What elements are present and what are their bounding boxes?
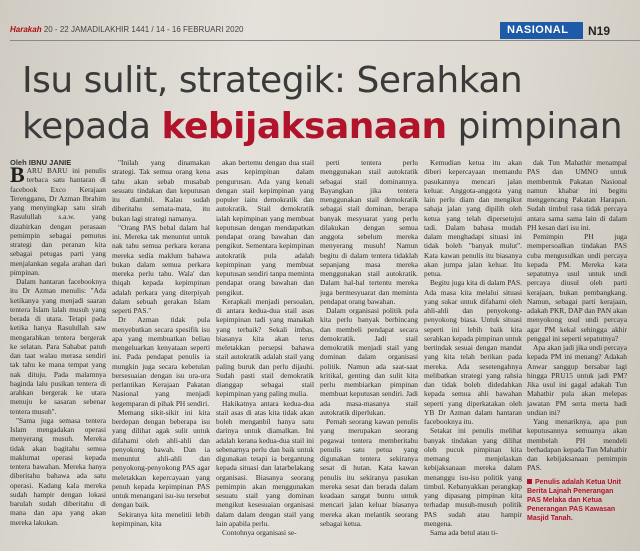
article-column-4 — [320, 158, 418, 538]
paragraph: Setakat ini penulis melihat banyak tindakan yang dilihat oleh pucuk pimpinan kita memang menjelaskan kebijaksanaan mereka dalam menanggu isu-isu politik yang timbul. Kebanyakkan perangkap yang dipasang pimpinan kita terhadap musuh-musuh politik PAS sudah atau hampir mengena. — [424, 426, 522, 528]
issue-date: 20 - 22 JAMADILAKHIR 1441 / 14 - 16 FEBRUARI 2020 — [43, 25, 244, 34]
paragraph: Yang menariknya, apa pun keputusannya semuanya akan membelah PH mendeli berhadapan kepada Tun Mahathir dan kebijaksanaan pemimpin PAS. — [527, 417, 627, 473]
paragraph: Contohnya organisasi se- — [222, 528, 297, 537]
drop-cap: B — [10, 162, 25, 187]
article-column-6 — [527, 158, 627, 473]
header-meta — [10, 25, 243, 34]
paragraph-text: ARU BARU ini penulis terbaca satu hantaran di facebook Exco Kerajaan Terengganu, Dr Azman Ibrahim yang menyingkap satu sirah Rasulullah s.a.w. yang dizahirkan dengan perasaan pemimpin sebagai pemutus strategi dan peranan kita sebagai petugas parti yang menjalankan segala arahan dari pimpinan. — [10, 166, 106, 277]
headline-pre: kepada — [22, 106, 162, 147]
article-column-2 — [112, 158, 210, 538]
paragraph: Sekiranya kita menelitii lebih kepimpinan, kita — [112, 509, 210, 528]
paragraph: Kerapkali menjadi persoalan, di antara kedua-dua stail asas kepimpinan tadi yang manakah yang terbaik? Sekali imbas, biasanya kita akan terus meletakkan persepsi bahawa stail autokratik adalah stail yang paling buruk dan perlu dijauhi. Sudah pasti stail demokratik dianggap sebagai stail kepimpinan yang paling mulia. — [216, 296, 314, 399]
page-number: N19 — [588, 24, 611, 38]
article-column-3 — [216, 158, 314, 538]
headline-post: pimpinan — [446, 106, 623, 147]
paragraph: "Inilah yang dinamakan strategi. Tak semua orang kena tahu akan sebab musabab sesuatu tindakan dan keputusan itu diambil. Kalau sudah diberitahu semata-mata, itu bukan lagi strategi namanya. — [112, 158, 210, 223]
section-label: NASIONAL — [507, 24, 569, 36]
author-note — [527, 478, 627, 523]
paragraph: Kemudian ketua itu akan diberi kepercayaan memandu pasukannya mencari jalan keluar. Anggota-anggota yang lain perlu diam dan mengikut sahaja jalan yang dipilih oleh ketua yang telah dipersetujui tadi. Dalam bahasa mudah dalam menghadapi situasi ini tidak boleh "banyak mulut". Kata kawan penulis itu biasanya akan jumpa jalan keluar. Itu petua. — [424, 158, 522, 278]
paragraph: Dalam organisasi politik pula kita perlu banyak berbincang dan membeli pendapat secara demokratik. Jadi stail demokratik menjadi stail yang dominan dalam organisasi politik. Namun ada saat-saat kritikal, genting dan sulit kita perlu membiarkan pimpinan membuat keputusan sendiri. Jadi ada masa-masanya stail autokratik diperlukan. — [320, 306, 418, 417]
paragraph: Hakikatnya antara kedua-dua stail asas di atas kita tidak akan boleh menganbil hanya satu darinya untuk diamalkan. Ini adalah kerana kedua-dua stail ini sebenarnya perlu dan baik untuk digunakan tetapi ia bergantung kepada situasi dan latarbelakang organisasi. Biasanya seorang pemimpin akan menggunakan sesuatu stail yang dominan mengikut kesesuaian organisasi dalam dalam dengan stail yang lain apabila perlu. — [216, 398, 314, 528]
paragraph: dak Tun Mahathir menampal PAS dan UMNO untuk membentuk Pakatan Nasional namun khabar ini begitu menggencang Pakatan Harapan. Sudah timbul rasa tidak percaya antara sama sama lain di dalam PH kesan dari isu ini. — [527, 158, 627, 232]
paragraph: Begitu juga kita di dalam PAS. Ada masa kita melalui situasi yang sukar untuk difahami oleh ahli-ahli dan penyokong-penyokong biasa. Untuk situasi seperti ini lebih baik kita serahkan kepada pimpinan untuk bertindak sesuai dengan mandat yang kita telah berikan pada mereka. Ada sesetengahnya melibatkan strategi yang rahsia dan tidak boleh didedahkan kepada semua ahli bawahan seperti yang diperkatakan oleh YB Dr Azman dalam hantaran facebooknya itu. — [424, 278, 522, 426]
paragraph: Sama ada betul atau ti- — [430, 528, 498, 537]
article-headline — [22, 58, 632, 150]
paragraph: Dr Azman tidak pula menyebutkan secara spesifik isu apa yang membuatkan beliau mengeluarkan kenyataan seperti ini. Pada pendapat penulis ia mungkin juga secara kebetulan bersesuaian dengan isu ura-ura perlantikan Kerajaan Pakatan Nasional yang menjadi kegemparan di pihak PH sendiri. — [112, 315, 210, 408]
paragraph: Memang sikit-sikit ini kita berdepan dengan beberapa isu yang dilihat agak sulit untuk difahami oleh ahli-ahli dan penyokong bawah. Dan ia menuntut ahli-ahli dan penyokong-penyokong PAS agar meletakkan kepercayaan yang penuh kepada kepimpinan PAS untuk menangani isu-isu tersebut dengan baik. — [112, 407, 210, 510]
paragraph: Apa akan jadi jika undi percaya kepada PM ini menang? Adakah Anwar sanggup bersabar lagi hingga PRU15 untuk jadi PM? Jika usul ini gagal adakah Tun Mahathir pula akan melepas jawatan PM serta merta hadi undian ini? — [527, 343, 627, 417]
paragraph: "Orang PAS bebal dalam hal ini. Mereka tak menuntut untuk nak tahu semua perkara kerana mereka sedia maklum bahawa bukan dalam semua perkara mereka perlu tahu. Wala' dan thiqah kepada kepimpinan adalah perkara yang diterpiyah dalam sebuah gerakan Islam seperti PAS." — [112, 222, 210, 315]
paragraph: perti tentera perlu menggunakan stail autokratik sebagai stail dominannya. Bayangkan jika tentera menggunakan stail demokratik sebagai stail dominan, berapa banyak mesyuarat yang perlu dilakukan dengan semua anggota sebelum mereka menyerang musuh! Namun begitu di dalam tentera tidaklah sepanjang masa mereka menggunakan stail autokratik. Dalam hal-hal tertentu mereka juga bermesyuarat dan meminta pendapat orang bawahan. — [320, 158, 418, 306]
paragraph: Pemimpin PH juga mempersoalkan tindakan PAS cuba mengusulkan undi percaya kepada PM. Mereka kata sepatutnya usul untuk undi percaya diusul oleh parti kerajaan, bukan pembangkang. Namun, sebagai parti kerajaan, adakah PKR, DAP dan PAN akan menyokong usul undi percaya agar PM kekal sehingga akhir penggal ini seperti sepatutnya? — [527, 232, 627, 343]
headline-line-1: Isu sulit, strategik: Serahkan — [22, 60, 523, 101]
headline-highlight: kebijaksanaan — [161, 106, 447, 147]
byline: Oleh IBNU JANIE — [10, 158, 72, 167]
section-tag — [500, 22, 583, 39]
article-column-5 — [424, 158, 522, 538]
square-bullet-icon — [527, 479, 532, 484]
paragraph: akan bertemu dengan dua stail asas kepimpinan dalam pengurusan. Ada yang kenali dengan stail kepimpinan yang populer iaitu demokratik dan autokratik. Stail demokratik ialah kepimpinan yang membuat keputusan dengan mendapatkan pendapat orang bawahan dan pengikut. Sementara kepimpinan autokratik pula adalah kepimpinan yang membuat keputusan sendiri tanpa meminta pendapat orang bawahan dan pengikut. — [216, 158, 314, 297]
headline-line-2 — [22, 104, 632, 150]
paper-name: Harakah — [10, 25, 42, 34]
paragraph: "Sama juga semasa tentera Islam mengadakan operasi menyerang musuh. Mereka tidak akan bagitahu semua maklumat operasi kepada tentera bawahan. Mereka hanya diberitahu bahawa ada satu operasi. Kadang kala mereka sudah hampir dengan lokasi barulah sudah diberitahu di mana dan apa yang akan mereka lakukan. — [10, 415, 106, 527]
header-rule — [10, 40, 640, 41]
author-note-text: Penulis adalah Ketua Unit Berita Lajnah Penerangan PAS Melaka dan Ketua Penerangan PAS Kawasan Masjid Tanah. — [527, 479, 621, 522]
paragraph: Dalam hantaran facebooknya itu Dr Azman menulis: "Ada ketikanya yang menjadi saaran tentera Islam lalah musuh yang berada di utara. Tetapi pada ketika hanya Rasulullah saw mengarahkan tentera bergerak ke selatan. Para Sahabat patuh dan taat walau merasa sendiri tak tahu ke mana tempat yang nak dituju. Pada malamnya baginda lalu pusikan tentera di arahkan bergerak ke utara menuju ke sasaran sebenar tentera musuh". — [10, 277, 106, 416]
paragraph: Pernah seorang kawan penulis yang merupakan seorang pegawai tentera memberitahu penulis satu petua yang digunakan tentera sekiranya sesat di hutan. Kata kawan penulis itu sekiranya pasukan mereka sesat dan berada dalam keadaan sangat buntu untuk mencari jalan keluar biasanya mereka akan melantik seorang sebagai ketua. — [320, 417, 418, 528]
